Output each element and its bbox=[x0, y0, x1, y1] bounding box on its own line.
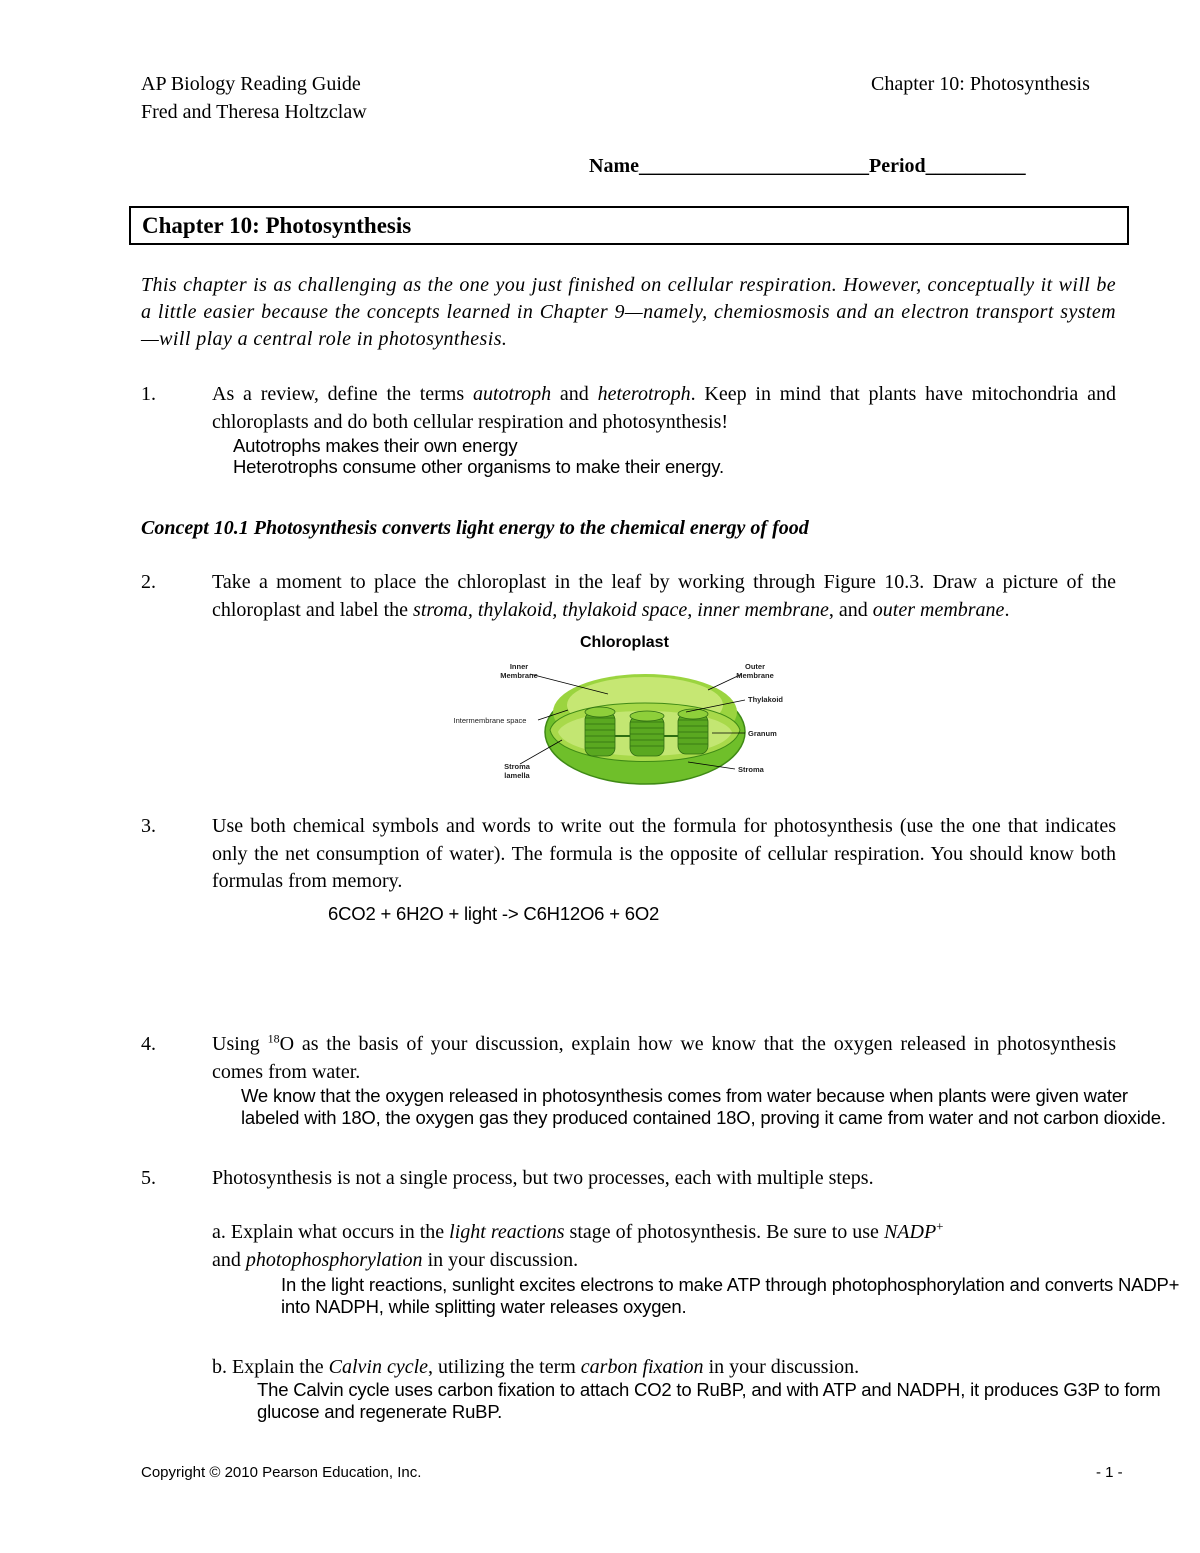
label-intermembrane-space: Intermembrane space bbox=[453, 716, 527, 725]
question-2-number: 2. bbox=[141, 571, 156, 593]
question-5b-text: b. Explain the Calvin cycle, utilizing the term carbon fixation in your discussion. bbox=[212, 1356, 860, 1378]
name-period-line bbox=[589, 155, 1026, 178]
chapter-header: Chapter 10: Photosynthesis bbox=[871, 73, 1090, 95]
term-list: stroma, thylakoid, thylakoid space, inner membrane bbox=[413, 598, 829, 621]
answer-3-formula[interactable]: 6CO2 + 6H2O + light -> C6H12O6 + 6O2 bbox=[328, 903, 660, 924]
chapter-title: Chapter 10: Photosynthesis bbox=[142, 213, 412, 238]
term-outer-membrane: outer membrane bbox=[872, 598, 1005, 621]
term-light-reactions: light reactions bbox=[449, 1221, 565, 1243]
isotope-superscript: 18 bbox=[267, 1031, 280, 1046]
question-2-text: Take a moment to place the chloroplast in the leaf by working through Figure 10.3. Draw a picture of the chloroplast and label the stroma, thylakoid, thylakoid space, inner membrane, and outer membrane. bbox=[212, 571, 1116, 621]
label-inner-membrane: Inner Membrane bbox=[500, 662, 538, 680]
answer-1-line-2[interactable]: Heterotrophs consume other organisms to make their energy. bbox=[233, 456, 724, 477]
page-number: - 1 - bbox=[1096, 1464, 1123, 1481]
question-4-text: Using $^{18}$O as the basis of your discussion, explain how we know that the oxygen released in photosynthesis comes from water. bbox=[212, 1031, 1116, 1083]
answer-5a[interactable]: In the light reactions, sunlight excites electrons to make ATP through photophosphorylation and converts NADP+ into NADPH, while splitting water releases oxygen. bbox=[281, 1274, 1180, 1317]
authors: Fred and Theresa Holtzclaw bbox=[141, 101, 367, 123]
label-stroma-lamella: Stroma lamella bbox=[504, 762, 530, 780]
question-1-text: As a review, define the terms autotroph and heterotroph. Keep in mind that plants have mitochondria and chloroplasts and do both cellular respiration and photosynthesis! bbox=[212, 383, 1116, 433]
label-granum: Granum bbox=[748, 729, 777, 738]
copyright: Copyright © 2010 Pearson Education, Inc. bbox=[141, 1464, 422, 1481]
question-3-number: 3. bbox=[141, 815, 156, 837]
figure-title: Chloroplast bbox=[580, 634, 669, 651]
question-5a-text: a. Explain what occurs in the light reactions stage of photosynthesis. Be sure to use NADP+ and photophosphorylation in your discussion. bbox=[212, 1218, 944, 1271]
name-label: Name bbox=[589, 155, 639, 177]
period-label: Period bbox=[868, 155, 926, 177]
term-photophosphorylation: photophosphorylation bbox=[245, 1248, 423, 1271]
answer-1-line-1[interactable]: Autotrophs makes their own energy bbox=[233, 435, 518, 456]
question-1-number: 1. bbox=[141, 383, 156, 405]
nadp-superscript: + bbox=[936, 1218, 944, 1234]
term-autotroph: autotroph bbox=[472, 383, 552, 405]
granum-left bbox=[585, 707, 615, 756]
term-calvin-cycle: Calvin cycle bbox=[328, 1356, 429, 1378]
label-stroma: Stroma bbox=[738, 765, 764, 774]
term-nadp: NADP bbox=[883, 1221, 937, 1243]
term-heterotroph: heterotroph bbox=[597, 383, 691, 405]
label-outer-membrane: Outer Membrane bbox=[736, 662, 774, 680]
concept-10-1-heading: Concept 10.1 Photosynthesis converts light energy to the chemical energy of food bbox=[141, 517, 809, 539]
intro-paragraph: This chapter is as challenging as the one you just finished on cellular respiration. However, conceptually it will be a little easier because the concepts learned in Chapter 9—namely, chemiosmosis and an electron transport system—will play a central role in photosynthesis. bbox=[141, 274, 1116, 350]
term-carbon-fixation: carbon fixation bbox=[580, 1356, 704, 1378]
question-3-text: Use both chemical symbols and words to write out the formula for photosynthesis (use the one that indicates only the net consumption of water). The formula is the opposite of cellular respiration. You should know both formulas from memory. bbox=[212, 815, 1116, 892]
chapter-title-box bbox=[129, 206, 1129, 245]
chloroplast-figure bbox=[450, 632, 810, 787]
period-blank[interactable]: __________ bbox=[925, 155, 1026, 177]
granum-right bbox=[678, 709, 708, 754]
guide-title: AP Biology Reading Guide bbox=[141, 73, 361, 95]
question-4-number: 4. bbox=[141, 1033, 156, 1055]
granum-middle bbox=[630, 711, 664, 756]
question-5-number: 5. bbox=[141, 1167, 156, 1189]
question-5-text: Photosynthesis is not a single process, but two processes, each with multiple steps. bbox=[212, 1167, 874, 1189]
label-thylakoid: Thylakoid bbox=[748, 695, 784, 704]
answer-5b[interactable]: The Calvin cycle uses carbon fixation to attach CO2 to RuBP, and with ATP and NADPH, it produces G3P to form glucose and regenerate RuBP. bbox=[257, 1379, 1161, 1422]
name-blank[interactable]: _______________________ bbox=[638, 155, 869, 177]
answer-4[interactable]: We know that the oxygen released in photosynthesis comes from water because when plants were given water labeled with 18O, the oxygen gas they produced contained 18O, proving it came from water and not carbon dioxide. bbox=[241, 1085, 1166, 1128]
